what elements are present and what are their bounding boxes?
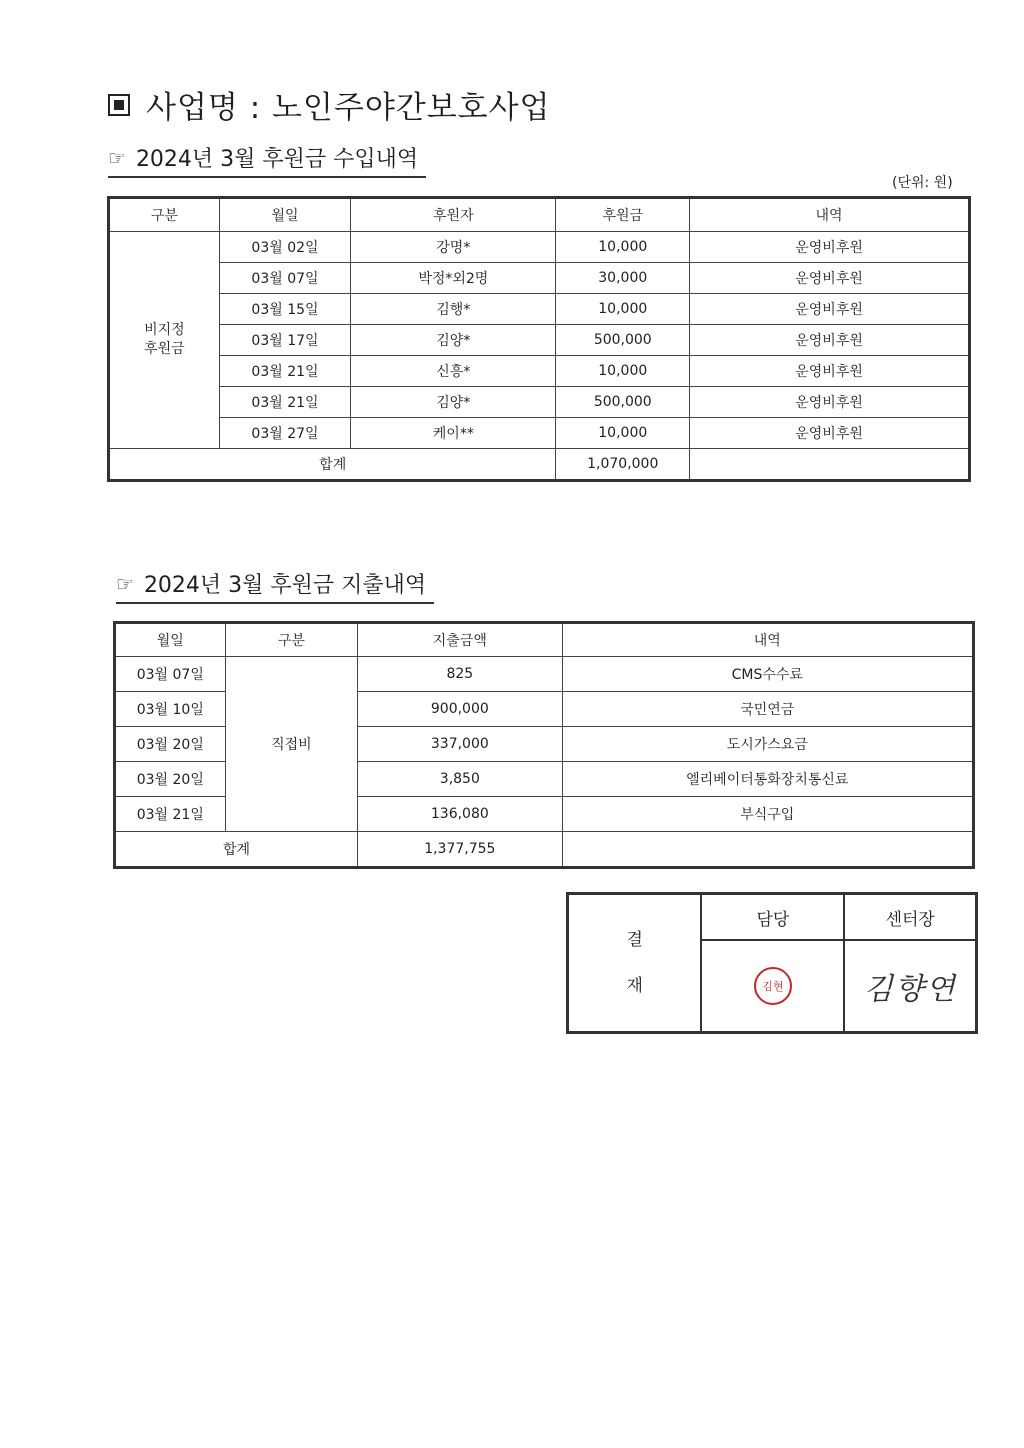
income-header-desc: 내역 xyxy=(690,198,970,232)
table-row xyxy=(109,325,970,356)
income-category: 비지정 후원금 xyxy=(109,232,220,449)
expense-date: 03월 21일 xyxy=(115,797,226,832)
table-row xyxy=(109,232,970,263)
expense-header-date: 월일 xyxy=(115,623,226,657)
stamp-seal: 김현 xyxy=(754,967,792,1005)
approval-signature-cell xyxy=(844,940,976,1033)
expense-desc: 엘리베이터통화장치통신료 xyxy=(562,762,973,797)
income-header-date: 월일 xyxy=(219,198,351,232)
expense-amount: 3,850 xyxy=(358,762,562,797)
income-amount: 10,000 xyxy=(556,356,690,387)
income-date: 03월 17일 xyxy=(219,325,351,356)
approval-label-bottom: 재 xyxy=(626,976,643,996)
page-title-text: 사업명 : 노인주야간보호사업 xyxy=(146,90,551,126)
expense-total-amount: 1,377,755 xyxy=(358,832,562,868)
signature: 김향연 xyxy=(863,972,957,1007)
expense-amount: 825 xyxy=(358,657,562,692)
expense-date: 03월 20일 xyxy=(115,762,226,797)
expense-header-row xyxy=(115,623,974,657)
expense-header-amount: 지출금액 xyxy=(358,623,562,657)
pointing-hand-icon: ☞ xyxy=(116,571,134,596)
expense-total-row xyxy=(115,832,974,868)
table-row xyxy=(109,387,970,418)
income-title-text: 2024년 3월 후원금 수입내역 xyxy=(135,147,419,172)
expense-category: 직접비 xyxy=(225,657,358,832)
income-desc: 운영비후원 xyxy=(690,294,970,325)
expense-table xyxy=(113,621,975,869)
page-title xyxy=(108,82,551,127)
income-donor: 김행* xyxy=(351,294,556,325)
income-header-amount: 후원금 xyxy=(556,198,690,232)
income-desc: 운영비후원 xyxy=(690,387,970,418)
income-desc: 운영비후원 xyxy=(690,263,970,294)
income-donor: 박정*외2명 xyxy=(351,263,556,294)
income-donor: 김양* xyxy=(351,325,556,356)
income-date: 03월 02일 xyxy=(219,232,351,263)
approval-label-top: 결 xyxy=(626,930,643,950)
income-desc: 운영비후원 xyxy=(690,418,970,449)
table-row xyxy=(109,263,970,294)
income-total-amount: 1,070,000 xyxy=(556,449,690,481)
income-date: 03월 15일 xyxy=(219,294,351,325)
income-date: 03월 07일 xyxy=(219,263,351,294)
expense-desc: 국민연금 xyxy=(562,692,973,727)
income-desc: 운영비후원 xyxy=(690,325,970,356)
expense-header-category: 구분 xyxy=(225,623,358,657)
expense-total-label: 합계 xyxy=(115,832,358,868)
approval-box xyxy=(566,892,978,1034)
table-row xyxy=(109,294,970,325)
expense-amount: 337,000 xyxy=(358,727,562,762)
table-row xyxy=(109,356,970,387)
income-donor: 케이** xyxy=(351,418,556,449)
income-donor: 강명* xyxy=(351,232,556,263)
table-row xyxy=(115,657,974,692)
income-desc: 운영비후원 xyxy=(690,356,970,387)
income-section-title xyxy=(108,142,426,178)
expense-title-text: 2024년 3월 후원금 지출내역 xyxy=(143,573,427,598)
income-total-label: 합계 xyxy=(109,449,556,481)
pointing-hand-icon: ☞ xyxy=(108,145,126,170)
expense-desc: 부식구입 xyxy=(562,797,973,832)
income-header-category: 구분 xyxy=(109,198,220,232)
approval-label xyxy=(568,894,702,1033)
income-total-desc xyxy=(690,449,970,481)
expense-date: 03월 20일 xyxy=(115,727,226,762)
expense-amount: 900,000 xyxy=(358,692,562,727)
income-header-donor: 후원자 xyxy=(351,198,556,232)
approval-stamp-cell xyxy=(701,940,844,1033)
expense-header-desc: 내역 xyxy=(562,623,973,657)
income-amount: 10,000 xyxy=(556,232,690,263)
table-row xyxy=(109,418,970,449)
income-amount: 10,000 xyxy=(556,418,690,449)
expense-date: 03월 10일 xyxy=(115,692,226,727)
income-date: 03월 27일 xyxy=(219,418,351,449)
approval-role-staff: 담당 xyxy=(701,894,844,941)
expense-desc: 도시가스요금 xyxy=(562,727,973,762)
income-amount: 500,000 xyxy=(556,325,690,356)
expense-total-desc xyxy=(562,832,973,868)
income-amount: 500,000 xyxy=(556,387,690,418)
expense-desc: CMS수수료 xyxy=(562,657,973,692)
income-table xyxy=(107,196,971,482)
income-total-row xyxy=(109,449,970,481)
income-donor: 신흥* xyxy=(351,356,556,387)
income-desc: 운영비후원 xyxy=(690,232,970,263)
expense-section-title xyxy=(116,568,434,604)
income-amount: 10,000 xyxy=(556,294,690,325)
unit-label: (단위: 원) xyxy=(892,175,953,191)
expense-date: 03월 07일 xyxy=(115,657,226,692)
income-amount: 30,000 xyxy=(556,263,690,294)
income-donor: 김양* xyxy=(351,387,556,418)
income-date: 03월 21일 xyxy=(219,387,351,418)
income-date: 03월 21일 xyxy=(219,356,351,387)
expense-amount: 136,080 xyxy=(358,797,562,832)
income-header-row xyxy=(109,198,970,232)
approval-role-director: 센터장 xyxy=(844,894,976,941)
square-icon xyxy=(108,94,130,116)
